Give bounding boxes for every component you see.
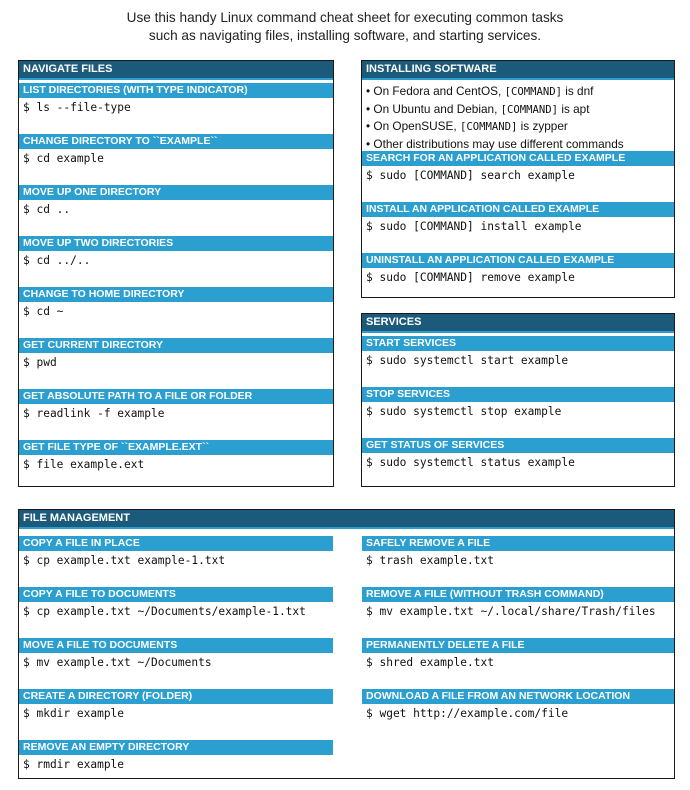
command-text: $ sudo systemctl status example (366, 456, 575, 469)
command-section (19, 740, 333, 773)
intro-line-2: such as navigating files, installing software, and starting services. (148, 28, 542, 43)
command-section (19, 536, 333, 569)
section-heading: SAFELY REMOVE A FILE (362, 536, 674, 551)
section-heading: PERMANENTLY DELETE A FILE (362, 638, 674, 653)
list-item: • On Fedora and CentOS, [COMMAND] is dnf (366, 84, 594, 98)
section-heading: GET FILE TYPE OF ``EXAMPLE.EXT`` (19, 440, 333, 455)
services-panel (361, 313, 675, 487)
command-section (19, 689, 333, 722)
section-heading: COPY A FILE TO DOCUMENTS (19, 587, 333, 602)
command-text: $ cd ~ (23, 305, 64, 318)
command-text: $ mv example.txt ~/.local/share/Trash/files (366, 605, 656, 618)
command-section (19, 236, 333, 269)
command-text: $ trash example.txt (366, 554, 494, 567)
intro-text (0, 9, 690, 45)
command-section (19, 185, 333, 218)
panel-title: SERVICES (362, 314, 674, 333)
command-section (19, 638, 333, 671)
command-text: $ ls --file-type (23, 101, 131, 114)
section-heading: LIST DIRECTORIES (WITH TYPE INDICATOR) (19, 83, 333, 98)
command-text: $ cd example (23, 152, 104, 165)
section-heading: MOVE UP TWO DIRECTORIES (19, 236, 333, 251)
command-section (362, 438, 674, 471)
section-heading: INSTALL AN APPLICATION CALLED EXAMPLE (362, 202, 674, 217)
command-section (362, 638, 674, 671)
section-heading: SEARCH FOR AN APPLICATION CALLED EXAMPLE (362, 151, 674, 166)
command-text: $ cd .. (23, 203, 71, 216)
command-section (362, 387, 674, 420)
command-text: $ wget http://example.com/file (366, 707, 569, 720)
command-section (362, 689, 674, 722)
list-item: • On OpenSUSE, [COMMAND] is zypper (366, 119, 568, 133)
list-item: • Other distributions may use different commands (366, 136, 624, 151)
command-section (362, 151, 674, 184)
section-heading: GET ABSOLUTE PATH TO A FILE OR FOLDER (19, 389, 333, 404)
section-heading: GET CURRENT DIRECTORY (19, 338, 333, 353)
section-heading: CHANGE DIRECTORY TO ``EXAMPLE`` (19, 134, 333, 149)
command-text: $ cp example.txt ~/Documents/example-1.txt (23, 605, 306, 618)
command-section (19, 134, 333, 167)
section-heading: CREATE A DIRECTORY (FOLDER) (19, 689, 333, 704)
command-text: $ pwd (23, 356, 57, 369)
command-section (362, 336, 674, 369)
command-text: $ sudo systemctl stop example (366, 405, 562, 418)
command-text: $ sudo systemctl start example (366, 354, 569, 367)
command-section (362, 536, 674, 569)
command-text: $ sudo [COMMAND] install example (366, 220, 582, 233)
command-text: $ sudo [COMMAND] search example (366, 169, 575, 182)
command-section (19, 389, 333, 422)
section-heading: START SERVICES (362, 336, 674, 351)
command-section (362, 202, 674, 235)
panel-title: FILE MANAGEMENT (19, 510, 674, 529)
command-text: $ sudo [COMMAND] remove example (366, 271, 575, 284)
section-heading: MOVE UP ONE DIRECTORY (19, 185, 333, 200)
section-heading: REMOVE A FILE (WITHOUT TRASH COMMAND) (362, 587, 674, 602)
command-text: $ mkdir example (23, 707, 125, 720)
section-heading: COPY A FILE IN PLACE (19, 536, 333, 551)
distro-notes-list (362, 80, 674, 152)
section-heading: CHANGE TO HOME DIRECTORY (19, 287, 333, 302)
command-text: $ cd ../.. (23, 254, 91, 267)
section-heading: DOWNLOAD A FILE FROM AN NETWORK LOCATION (362, 689, 674, 704)
section-heading: MOVE A FILE TO DOCUMENTS (19, 638, 333, 653)
section-heading: GET STATUS OF SERVICES (362, 438, 674, 453)
panel-title: INSTALLING SOFTWARE (362, 61, 674, 80)
installing-software-panel (361, 60, 675, 298)
section-heading: UNINSTALL AN APPLICATION CALLED EXAMPLE (362, 253, 674, 268)
command-section (362, 587, 674, 620)
command-text: $ shred example.txt (366, 656, 494, 669)
command-text: $ rmdir example (23, 758, 125, 771)
command-text: $ file example.ext (23, 458, 145, 471)
section-heading: REMOVE AN EMPTY DIRECTORY (19, 740, 333, 755)
intro-line-1: Use this handy Linux command cheat sheet for executing common tasks (126, 10, 564, 25)
command-section (19, 83, 333, 116)
list-item: • On Ubuntu and Debian, [COMMAND] is apt (366, 101, 590, 116)
panel-title: NAVIGATE FILES (19, 61, 333, 80)
section-heading: STOP SERVICES (362, 387, 674, 402)
navigate-files-panel (18, 60, 334, 487)
command-section (362, 253, 674, 286)
command-text: $ mv example.txt ~/Documents (23, 656, 212, 669)
file-management-panel (18, 509, 675, 779)
command-section (19, 287, 333, 320)
command-section (19, 338, 333, 371)
command-section (19, 587, 333, 620)
command-section (19, 440, 333, 473)
command-text: $ cp example.txt example-1.txt (23, 554, 226, 567)
command-text: $ readlink -f example (23, 407, 165, 420)
